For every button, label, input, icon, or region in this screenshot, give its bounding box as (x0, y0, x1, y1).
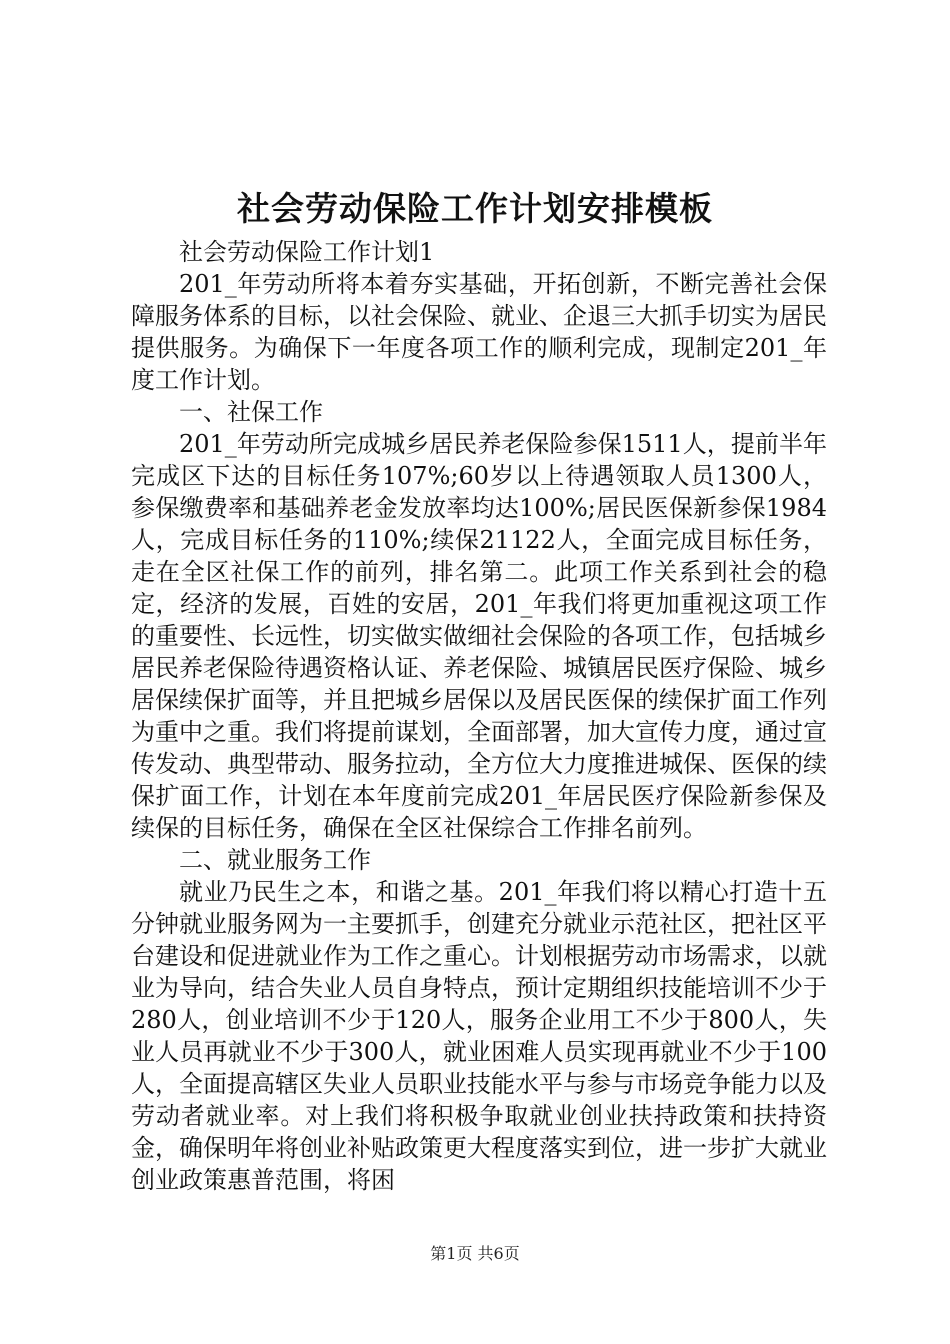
plan-subtitle: 社会劳动保险工作计划1 (179, 238, 435, 266)
section-heading-employment: 二、就业服务工作 (179, 846, 371, 874)
document-title: 社会劳动保险工作计划安排模板 (237, 189, 713, 228)
document-body (131, 236, 827, 1196)
page-footer: 第1页 共6页 (430, 1244, 520, 1263)
section-heading-social-insurance: 一、社保工作 (179, 398, 323, 426)
intro-paragraph: 201_年劳动所将本着夯实基础，开拓创新，不断完善社会保障服务体系的目标，以社会保险、就业、企退三大抓手切实为居民提供服务。为确保下一年度各项工作的顺利完成，现制定201_年度工作计划。 (131, 270, 827, 394)
section-body-employment: 就业乃民生之本，和谐之基。201_年我们将以精心打造十五分钟就业服务网为一主要抓手，创建充分就业示范社区，把社区平台建设和促进就业作为工作之重心。计划根据劳动市场需求，以就业为导向，结合失业人员自身特点，预计定期组织技能培训不少于280人，创业培训不少于120人，服务企业用工不少于800人，失业人员再就业不少于300人，就业困难人员实现再就业不少于100人，全面提高辖区失业人员职业技能水平与参与市场竞争能力以及劳动者就业率。对上我们将积极争取就业创业扶持政策和扶持资金，确保明年将创业补贴政策更大程度落实到位，进一步扩大就业创业政策惠普范围，将困 (131, 878, 827, 1194)
section-body-social-insurance: 201_年劳动所完成城乡居民养老保险参保1511人，提前半年完成区下达的目标任务107%;60岁以上待遇领取人员1300人，参保缴费率和基础养老金发放率均达100%;居民医保新参保1984人，完成目标任务的110%;续保21122人，全面完成目标任务，走在全区社保工作的前列，排名第二。此项工作关系到社会的稳定，经济的发展，百姓的安居，201_年我们将更加重视这项工作的重要性、长远性，切实做实做细社会保险的各项工作，包括城乡居民养老保险待遇资格认证、养老保险、城镇居民医疗保险、城乡居保续保扩面等，并且把城乡居保以及居民医保的续保扩面工作列为重中之重。我们将提前谋划，全面部署，加大宣传力度，通过宣传发动、典型带动、服务拉动，全方位大力度推进城保、医保的续保扩面工作，计划在本年度前完成201_年居民医疗保险新参保及续保的目标任务，确保在全区社保综合工作排名前列。 (131, 430, 827, 842)
